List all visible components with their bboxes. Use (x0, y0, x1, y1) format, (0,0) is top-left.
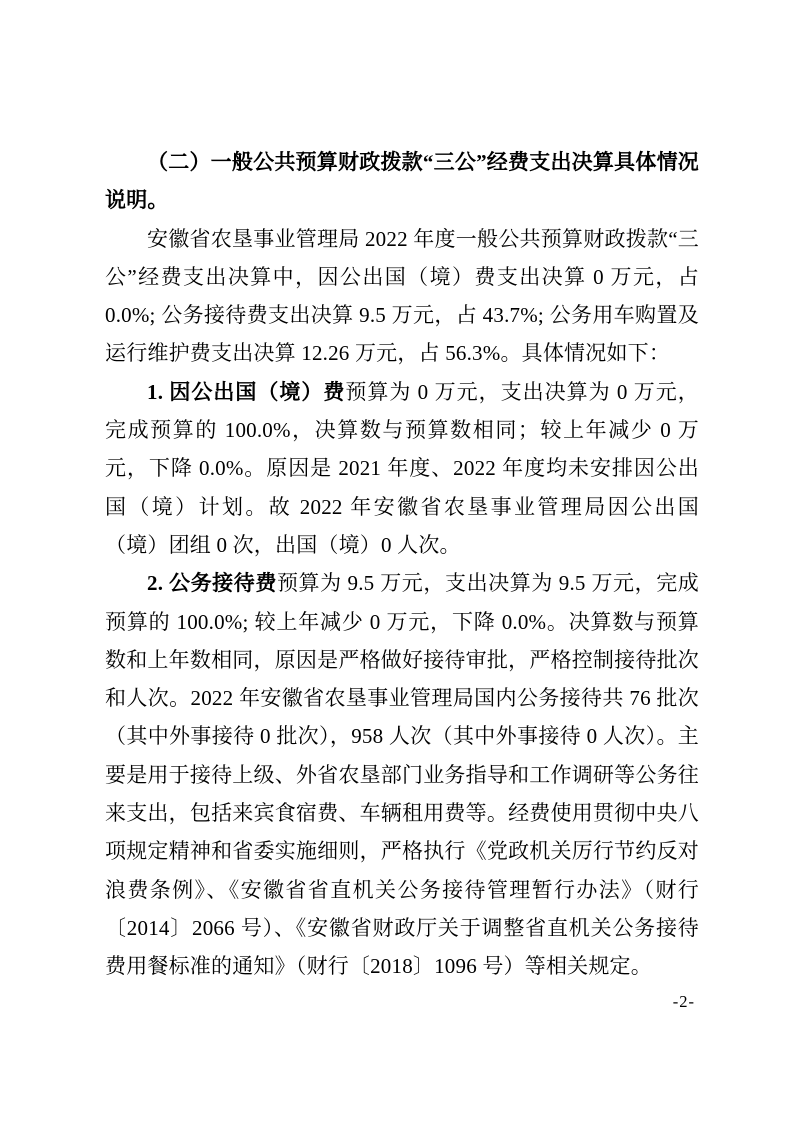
paragraph-text: 预算为 0 万元，支出决算为 0 万元，完成预算的 100.0%，决算数与预算数相同；较上年减少 0 万元，下降 0.0%。原因是 2021 年度、2022 年度均未安排因公出国（境）计划。故 2022 年安徽省农垦事业管理局因公出国（境）团组 0 次，出国（境）0 人次。 (105, 379, 700, 557)
section-heading (105, 143, 699, 220)
paragraph-text: 安徽省农垦事业管理局 2022 年度一般公共预算财政拨款“三公”经费支出决算中，因公出国（境）费支出决算 0 万元，占 0.0%; 公务接待费支出决算 9.5 万元，占 43.7%; 公务用车购置及运行维护费支出决算 12.26 万元，占 56.3%。具体情况如下： (105, 226, 699, 366)
page-number: -2- (672, 992, 695, 1011)
paragraph-lead-bold: 2. 公务接待费 (147, 571, 277, 596)
paragraph (105, 220, 699, 373)
document-body (105, 143, 699, 986)
paragraph-text: 预算为 9.5 万元，支出决算为 9.5 万元，完成预算的 100.0%; 较上年减少 0 万元，下降 0.0%。决算数与预算数和上年数相同，原因是严格做好接待审批，严格控制接待批次和人次。2022 年安徽省农垦事业管理局国内公务接待共 76 批次（其中外事接待 0 批次），958 人次（其中外事接待 0 人次）。主要是用于接待上级、外省农垦部门业务指导和工作调研等公务往来支出，包括来宾食宿费、车辆租用费等。经费使用贯彻中央八项规定精神和省委实施细则，严格执行《党政机关厉行节约反对浪费条例》、《安徽省省直机关公务接待管理暂行办法》（财行〔2014〕2066 号）、《安徽省财政厅关于调整省直机关公务接待费用餐标准的通知》（财行〔2018〕1096 号）等相关规定。 (105, 571, 699, 979)
paragraph (105, 564, 699, 985)
paragraph (105, 373, 699, 564)
paragraph-lead-bold: （二）一般公共预算财政拨款“三公”经费支出决算具体情况说明。 (105, 150, 699, 213)
paragraph-lead-bold: 1. 因公出国（境）费 (147, 379, 346, 404)
